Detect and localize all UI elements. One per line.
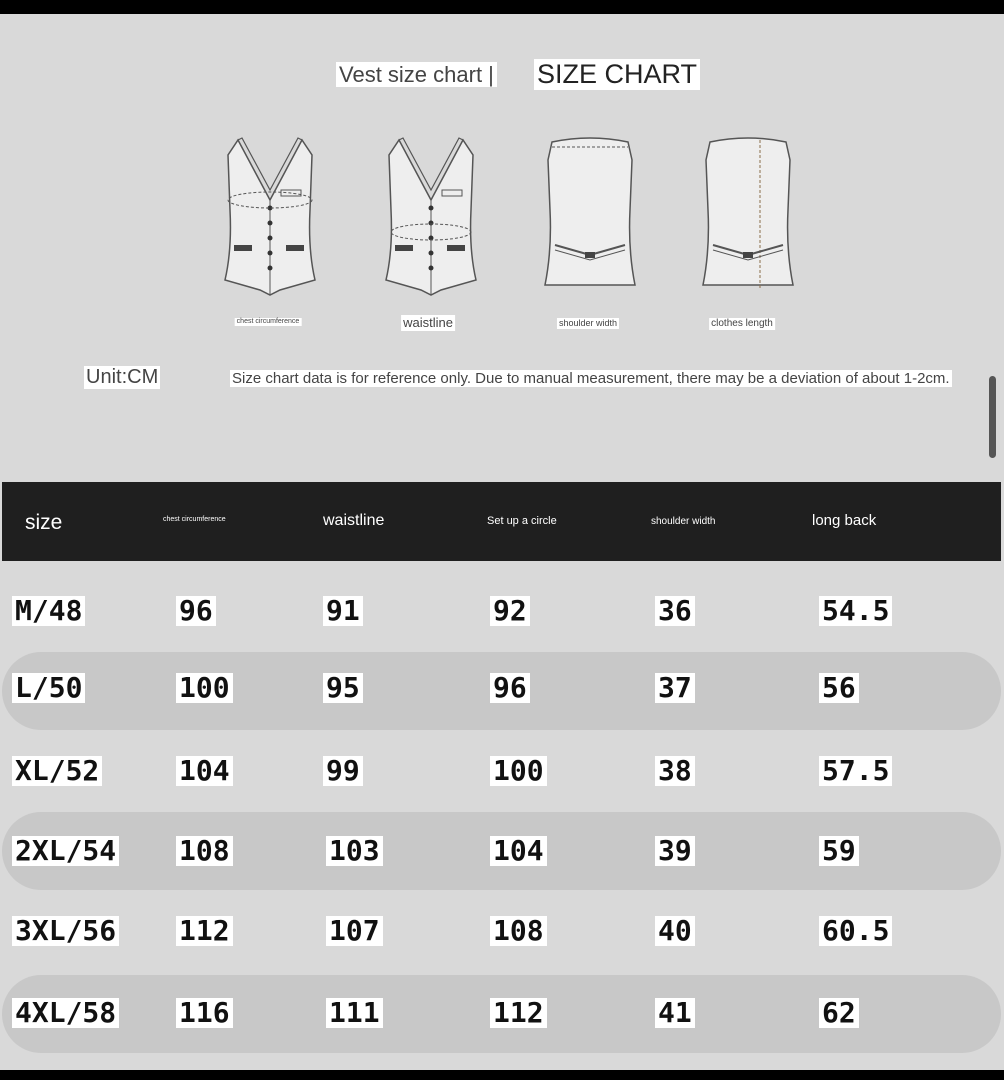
waist-cell: 111 — [326, 998, 383, 1028]
size-cell: XL/52 — [12, 756, 102, 786]
bottom-black-bar — [0, 1070, 1004, 1080]
header-chest: chest circumference — [163, 516, 226, 523]
size-cell: 3XL/56 — [12, 916, 119, 946]
measurement-note: Size chart data is for reference only. Due to manual measurement, there may be a deviation of about 1-2cm. — [232, 370, 950, 387]
vest-label-length: clothes length — [711, 318, 773, 329]
size-cell: M/48 — [12, 596, 85, 626]
vest-label-shoulder: shoulder width — [558, 318, 618, 328]
circle-cell: 100 — [490, 756, 547, 786]
chest-cell: 100 — [176, 673, 233, 703]
circle-cell: 92 — [490, 596, 530, 626]
header-long-back: long back — [812, 512, 877, 529]
table-header — [2, 482, 1001, 561]
chest-cell: 112 — [176, 916, 233, 946]
header-waistline: waistline — [323, 512, 385, 529]
waist-cell: 99 — [323, 756, 363, 786]
shoulder-cell: 36 — [655, 596, 695, 626]
unit-label: Unit:CM — [86, 366, 159, 388]
scrollbar-thumb[interactable] — [989, 376, 996, 458]
circle-cell: 112 — [490, 998, 547, 1028]
back-cell: 54.5 — [819, 596, 892, 626]
size-cell: 4XL/58 — [12, 998, 119, 1028]
vest-front-waist-diagram — [381, 130, 481, 300]
top-black-bar — [0, 0, 1004, 14]
back-cell: 56 — [819, 673, 859, 703]
size-chart-title: SIZE CHART — [534, 59, 700, 90]
vest-label-chest: chest circumference — [236, 318, 300, 325]
header-size: size — [25, 511, 63, 534]
shoulder-cell: 39 — [655, 836, 695, 866]
size-cell: L/50 — [12, 673, 85, 703]
back-cell: 57.5 — [819, 756, 892, 786]
header-shoulder: shoulder width — [651, 516, 716, 527]
waist-cell: 107 — [326, 916, 383, 946]
chest-cell: 108 — [176, 836, 233, 866]
header-circle: Set up a circle — [487, 515, 557, 527]
size-cell: 2XL/54 — [12, 836, 119, 866]
vest-back-shoulder-diagram — [540, 130, 640, 300]
circle-cell: 96 — [490, 673, 530, 703]
vest-size-chart-title: Vest size chart | — [336, 62, 497, 87]
shoulder-cell: 40 — [655, 916, 695, 946]
waist-cell: 91 — [323, 596, 363, 626]
waist-cell: 95 — [323, 673, 363, 703]
shoulder-cell: 41 — [655, 998, 695, 1028]
vest-back-length-diagram — [698, 130, 798, 300]
vest-label-waistline: waistline — [403, 315, 453, 330]
vest-front-chest-diagram — [220, 130, 320, 300]
chest-cell: 116 — [176, 998, 233, 1028]
shoulder-cell: 38 — [655, 756, 695, 786]
chest-cell: 96 — [176, 596, 216, 626]
back-cell: 59 — [819, 836, 859, 866]
back-cell: 60.5 — [819, 916, 892, 946]
shoulder-cell: 37 — [655, 673, 695, 703]
back-cell: 62 — [819, 998, 859, 1028]
waist-cell: 103 — [326, 836, 383, 866]
circle-cell: 104 — [490, 836, 547, 866]
chest-cell: 104 — [176, 756, 233, 786]
circle-cell: 108 — [490, 916, 547, 946]
